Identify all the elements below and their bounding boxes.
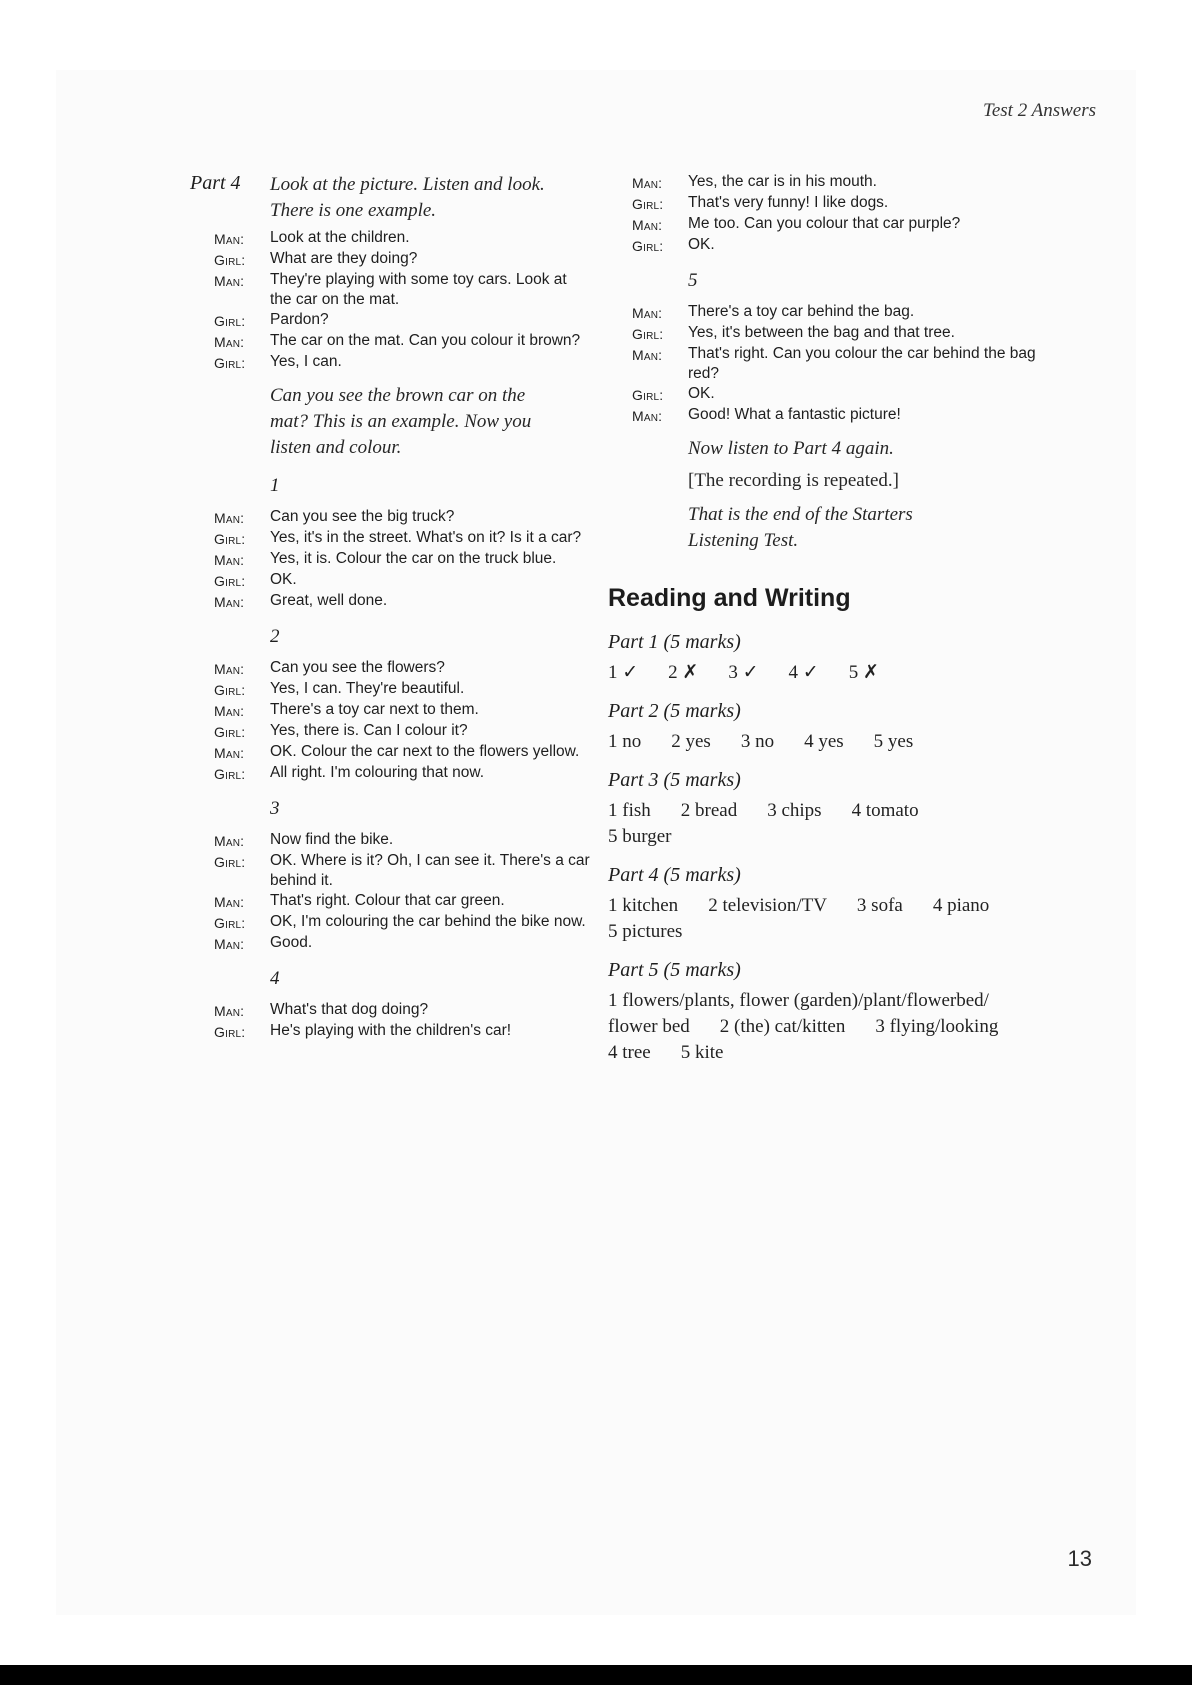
utterance-text: What's that dog doing? [270,1001,429,1018]
dialogue-line [214,742,590,763]
answer-item: 1 ✓ [608,662,639,683]
page-header: Test 2 Answers [983,100,1096,121]
dialogue-line [214,891,590,912]
dialogue-line [214,912,590,933]
section-number: 1 [270,475,280,496]
utterance-text: They're playing with some toy cars. Look at the car on the mat. [270,271,567,308]
reading-writing-section [608,560,1038,1066]
dialogue-line [214,933,590,954]
speaker-label: Man: [214,273,245,289]
dialogue-line [214,528,590,549]
answer-item: 2 ✗ [668,662,699,683]
answer-row [608,798,1038,824]
section-number: 2 [270,626,280,647]
dialogue-line [214,679,590,700]
speaker-label: Man: [214,894,245,910]
answer-item: 4 yes [804,731,844,752]
part4-sections [214,475,590,1042]
answer-part-title: Part 1 (5 marks) [608,631,741,653]
speaker-label: Man: [214,833,245,849]
answer-item: 4 tree [608,1042,651,1063]
utterance-text: Now find the bike. [270,831,394,848]
answer-item: 1 flowers/plants, flower (garden)/plant/flowerbed/ [608,990,989,1011]
speaker-label: Man: [632,175,663,191]
utterance-text: That's right. Colour that car green. [270,892,505,909]
speaker-label: Girl: [214,915,246,931]
answer-row [608,893,1038,919]
dialogue-line [214,249,590,270]
utterance-text: OK. Where is it? Oh, I can see it. There's a car behind it. [270,852,590,889]
answer-item: flower bed [608,1016,690,1037]
utterance-text: Yes, it is. Colour the car on the truck blue. [270,550,557,567]
dialogue-line [632,384,1048,405]
utterance-text: OK. Colour the car next to the flowers yellow. [270,743,580,760]
reading-writing-parts [608,631,1038,1066]
speaker-label: Girl: [632,196,664,212]
dialogue-line [632,323,1048,344]
answer-item: 4 piano [932,895,990,916]
speaker-label: Man: [214,510,245,526]
utterance-text: That's very funny! I like dogs. [688,194,889,211]
answer-item: 2 yes [671,731,711,752]
bottom-border [0,1665,1192,1685]
answer-row [608,988,1038,1014]
answer-item: 1 kitchen [608,895,679,916]
section-number: 3 [270,798,280,819]
answer-item: 5 pictures [608,921,683,942]
answer-item: 3 chips [767,800,822,821]
utterance-text: Pardon? [270,311,329,328]
speaker-label: Man: [632,217,663,233]
listen-again-note: Now listen to Part 4 again. [688,438,894,459]
part4-heading [190,172,590,224]
dialogue-line [632,235,1048,256]
utterance-text: He's playing with the children's car! [270,1022,512,1039]
speaker-label: Girl: [214,573,246,589]
left-column [190,172,590,1042]
utterance-text: OK. [688,385,715,402]
answer-part-title: Part 2 (5 marks) [608,700,741,722]
utterance-text: Good. [270,934,313,951]
end-of-test-note: That is the end of the Starters Listening Test. [688,504,913,551]
example-note: Can you see the brown car on the mat? This is an example. Now you listen and colour. [270,385,532,458]
speaker-label: Girl: [214,252,246,268]
speaker-label: Man: [632,347,663,363]
section5-dialogue [632,302,1048,426]
answer-item: 5 burger [608,826,672,847]
speaker-label: Girl: [214,313,246,329]
answer-row [608,660,1038,686]
answer-part-title: Part 3 (5 marks) [608,769,741,791]
answer-row [608,824,1038,850]
answer-item: 4 tomato [851,800,919,821]
utterance-text: Yes, it's in the street. What's on it? Is it a car? [270,529,582,546]
page-number: 13 [1067,1546,1092,1571]
part4-instruction: Look at the picture. Listen and look. There is one example. [270,174,545,221]
utterance-text: OK, I'm colouring the car behind the bike now. [270,913,586,930]
dialogue-line [214,570,590,591]
dialogue-line [632,344,1048,384]
utterance-text: OK. [688,236,715,253]
utterance-text: What are they doing? [270,250,418,267]
speaker-label: Girl: [214,766,246,782]
utterance-text: Good! What a fantastic picture! [688,406,901,423]
dialogue-line [214,310,590,331]
utterance-text: Yes, the car is in his mouth. [688,173,877,190]
dialogue-line [214,352,590,373]
answer-item: 3 sofa [856,895,903,916]
dialogue-line [214,1000,590,1021]
utterance-text: Yes, I can. They're beautiful. [270,680,465,697]
speaker-label: Girl: [214,1024,246,1040]
answer-item: 2 bread [680,800,738,821]
utterance-text: Can you see the flowers? [270,659,445,676]
speaker-label: Man: [214,936,245,952]
dialogue-line [214,721,590,742]
dialogue-line [214,507,590,528]
answer-item: 1 fish [608,800,651,821]
speaker-label: Man: [632,305,663,321]
utterance-text: Great, well done. [270,592,388,609]
answer-item: 3 no [740,731,775,752]
speaker-label: Man: [214,552,245,568]
answer-item: 1 no [608,731,642,752]
utterance-text: Me too. Can you colour that car purple? [688,215,961,232]
utterance-text: Can you see the big truck? [270,508,455,525]
utterance-text: OK. [270,571,297,588]
speaker-label: Girl: [214,682,246,698]
utterance-text: Yes, it's between the bag and that tree. [688,324,955,341]
dialogue-line [632,193,1048,214]
answer-row [608,1014,1038,1040]
answer-part-title: Part 5 (5 marks) [608,959,741,981]
answer-item: 4 ✓ [788,662,819,683]
section-number-5: 5 [688,270,698,291]
speaker-label: Man: [214,231,245,247]
answer-row [608,1040,1038,1066]
utterance-text: The car on the mat. Can you colour it brown? [270,332,581,349]
utterance-text: All right. I'm colouring that now. [270,764,485,781]
speaker-label: Man: [214,594,245,610]
answer-item: 2 (the) cat/kitten [719,1016,846,1037]
answer-item: 3 ✓ [728,662,759,683]
dialogue-line [214,1021,590,1042]
answer-item: 5 ✗ [848,662,879,683]
dialogue-line [214,700,590,721]
section4-continued-dialogue [632,172,1048,256]
speaker-label: Girl: [214,724,246,740]
dialogue-line [214,851,590,891]
utterance-text: Yes, there is. Can I colour it? [270,722,468,739]
speaker-label: Man: [214,334,245,350]
dialogue-line [214,270,590,310]
recording-repeated-note: [The recording is repeated.] [688,470,900,491]
reading-writing-title: Reading and Writing [608,584,851,612]
utterance-text: There's a toy car next to them. [270,701,479,718]
answer-row [608,919,1038,945]
section-number: 4 [270,968,280,989]
speaker-label: Man: [214,1003,245,1019]
dialogue-line [632,302,1048,323]
dialogue-line [214,228,590,249]
dialogue-line [214,658,590,679]
speaker-label: Girl: [632,387,664,403]
answer-item: 5 kite [680,1042,724,1063]
utterance-text: Yes, I can. [270,353,342,370]
part4-intro-dialogue [214,228,590,373]
answer-item: 3 flying/looking [875,1016,999,1037]
utterance-text: Look at the children. [270,229,410,246]
speaker-label: Girl: [632,238,664,254]
answer-row [608,729,1038,755]
speaker-label: Man: [632,408,663,424]
speaker-label: Girl: [214,854,246,870]
dialogue-line [632,214,1048,235]
dialogue-line [632,405,1048,426]
speaker-label: Man: [214,703,245,719]
dialogue-line [214,331,590,352]
answer-part-title: Part 4 (5 marks) [608,864,741,886]
speaker-label: Girl: [214,531,246,547]
part4-label: Part 4 [190,172,241,194]
speaker-label: Girl: [632,326,664,342]
dialogue-line [214,763,590,784]
dialogue-line [632,172,1048,193]
utterance-text: There's a toy car behind the bag. [688,303,915,320]
utterance-text: That's right. Can you colour the car behind the bag red? [688,345,1036,382]
answer-item: 2 television/TV [708,895,827,916]
right-column [608,172,1048,554]
dialogue-line [214,549,590,570]
speaker-label: Girl: [214,355,246,371]
speaker-label: Man: [214,661,245,677]
dialogue-line [214,830,590,851]
speaker-label: Man: [214,745,245,761]
dialogue-line [214,591,590,612]
answer-item: 5 yes [873,731,914,752]
